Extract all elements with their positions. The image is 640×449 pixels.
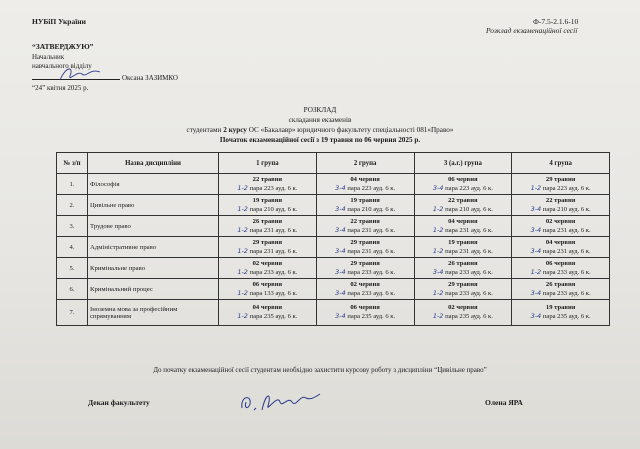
handwritten-pair: 1-2 (530, 267, 542, 276)
session-period: Початок екзаменаційної сесії з 19 травня по 06 червня 2025 р. (219, 136, 421, 144)
exam-slot-group-3 (414, 279, 512, 300)
dean-name: Олена ЯРА (485, 398, 523, 407)
handwritten-pair: 1-2 (432, 204, 444, 213)
exam-slot-detail (514, 184, 607, 193)
table-row (57, 300, 610, 326)
table-row (57, 216, 610, 237)
exam-room: пара 231 ауд. 6 к. (445, 226, 493, 234)
exam-slot-detail (319, 184, 412, 193)
exam-room: пара 210 ауд. 6 к. (542, 205, 591, 213)
exam-date: 02 червня (545, 217, 576, 225)
exam-date: 02 червня (448, 304, 478, 311)
discipline-name: Адміністративне право (88, 237, 219, 258)
handwritten-pair: 1-2 (237, 204, 248, 213)
handwritten-pair: 3-4 (530, 312, 542, 320)
exam-date: 22 травня (252, 175, 283, 183)
handwritten-pair: 1-2 (237, 267, 248, 276)
exam-date: 29 травня (350, 238, 380, 246)
exam-room: пара 233 ауд. 6 к. (347, 268, 396, 276)
approval-date: “24” квітня 2025 р. (32, 84, 89, 92)
col-header-num: № з/п (57, 153, 88, 174)
discipline-name: Трудове право (88, 216, 219, 237)
row-number: 4. (57, 237, 88, 258)
exam-room: пара 231 ауд. 6 к. (542, 226, 591, 234)
exam-slot-group-2 (316, 300, 414, 326)
exam-slot-group-1 (219, 216, 317, 237)
handwritten-pair: 1-2 (237, 312, 248, 320)
handwritten-pair: 3-4 (335, 246, 346, 255)
table-header-row (57, 153, 610, 174)
exam-date: 04 червня (252, 304, 283, 311)
exam-slot-detail (417, 268, 510, 277)
exam-slot-detail (417, 312, 510, 321)
exam-room: пара 235 ауд. 6 к. (445, 313, 493, 320)
handwritten-pair: 1-2 (432, 225, 444, 234)
exam-slot-group-2 (316, 279, 414, 300)
exam-slot-group-4 (512, 279, 610, 300)
col-header-group-1: 1 група (219, 153, 317, 174)
doc-title: РОЗКЛАД (303, 106, 337, 114)
exam-slot-group-4 (512, 300, 610, 326)
handwritten-pair: 3-4 (530, 288, 542, 297)
row-number: 3. (57, 216, 88, 237)
exam-slot-group-1 (219, 300, 317, 326)
discipline-name: Кримінальний процес (88, 279, 219, 300)
exam-room: пара 133 ауд. 6 к. (249, 289, 298, 297)
table-row (57, 195, 610, 216)
exam-date: 26 травня (252, 217, 283, 225)
exam-slot-group-4 (512, 237, 610, 258)
col-header-group-2: 2 група (316, 153, 414, 174)
exam-date: 29 травня (350, 259, 380, 267)
exam-date: 22 травня (350, 217, 380, 225)
form-name: Розклад екзаменаційної сесії (486, 26, 578, 35)
org-name: НУБіП України (32, 17, 86, 26)
exam-room: пара 233 ауд. 6 к. (542, 268, 591, 276)
exam-date: 06 червня (350, 304, 380, 311)
exam-slot-group-2 (316, 237, 414, 258)
exam-slot-group-3 (414, 174, 512, 195)
handwritten-pair: 1-2 (237, 246, 248, 255)
exam-slot-detail (417, 205, 510, 214)
exam-date: 04 червня (350, 175, 380, 183)
exam-date: 22 травня (448, 196, 478, 204)
handwritten-pair: 3-4 (335, 267, 346, 276)
exam-room: пара 223 ауд. 6 к. (347, 184, 396, 192)
col-header-discipline: Назва дисципліни (88, 153, 219, 174)
dean-label: Декан факультету (88, 398, 150, 407)
exam-date: 29 травня (252, 238, 283, 246)
exam-slot-detail (514, 312, 607, 321)
exam-slot-group-1 (219, 279, 317, 300)
exam-room: пара 210 ауд. 6 к. (445, 205, 493, 213)
exam-slot-detail (221, 289, 314, 298)
handwritten-pair: 3-4 (335, 312, 346, 320)
handwritten-pair: 1-2 (432, 246, 444, 255)
exam-room: пара 231 ауд. 6 к. (542, 247, 591, 255)
row-number: 6. (57, 279, 88, 300)
exam-slot-group-3 (414, 258, 512, 279)
exam-room: пара 235 ауд. 6 к. (347, 313, 396, 320)
exam-room: пара 233 ауд. 6 к. (347, 289, 396, 297)
exam-slot-detail (417, 184, 510, 193)
col-header-group-3: 3 (а.г.) група (414, 153, 512, 174)
handwritten-pair: 3-4 (530, 204, 542, 213)
discipline-name: Іноземна мова за професійним спрямуванням (88, 300, 219, 326)
exam-date: 22 травня (545, 196, 576, 204)
exam-slot-detail (319, 226, 412, 235)
exam-slot-group-4 (512, 216, 610, 237)
exam-schedule-table (56, 152, 610, 326)
exam-slot-detail (221, 205, 314, 214)
col-header-group-4: 4 група (512, 153, 610, 174)
exam-room: пара 233 ауд. 6 к. (445, 289, 493, 297)
row-number: 1. (57, 174, 88, 195)
exam-room: пара 233 ауд. 6 к. (445, 268, 493, 276)
exam-room: пара 231 ауд. 6 к. (249, 247, 298, 255)
exam-slot-group-4 (512, 258, 610, 279)
handwritten-pair: 3-4 (335, 183, 346, 192)
discipline-name: Філософія (88, 174, 219, 195)
exam-slot-detail (514, 247, 607, 256)
exam-slot-group-1 (219, 174, 317, 195)
row-number: 2. (57, 195, 88, 216)
table-row (57, 174, 610, 195)
exam-slot-detail (319, 312, 412, 321)
exam-slot-detail (221, 184, 314, 193)
exam-slot-detail (417, 289, 510, 298)
exam-date: 19 травня (545, 304, 576, 311)
exam-date: 04 червня (545, 238, 576, 246)
doc-subtitle: складання екзаменів (288, 116, 352, 124)
handwritten-pair: 1-2 (237, 225, 248, 234)
approval-position-line2: навчального відділу (32, 62, 92, 70)
handwritten-pair: 3-4 (530, 225, 542, 234)
dean-signature (238, 388, 324, 414)
exam-slot-group-2 (316, 174, 414, 195)
exam-room: пара 223 ауд. 6 к. (249, 184, 298, 192)
exam-slot-detail (514, 289, 607, 298)
exam-slot-group-2 (316, 258, 414, 279)
approval-label: “ЗАТВЕРДЖУЮ” (32, 42, 94, 51)
handwritten-pair: 1-2 (530, 183, 542, 192)
exam-slot-group-4 (512, 174, 610, 195)
exam-slot-detail (417, 247, 510, 256)
table-row (57, 279, 610, 300)
handwritten-pair: 1-2 (432, 312, 444, 320)
exam-slot-detail (319, 205, 412, 214)
exam-room: пара 233 ауд. 6 к. (542, 289, 591, 297)
exam-slot-detail (319, 247, 412, 256)
exam-room: пара 210 ауд. 6 к. (347, 205, 396, 213)
exam-date: 29 травня (545, 175, 576, 183)
exam-date: 29 травня (448, 280, 478, 288)
form-code: Ф-7.5-2.1.6-10 (533, 17, 579, 26)
handwritten-pair: 1-2 (237, 183, 248, 192)
exam-date: 04 червня (448, 217, 478, 225)
exam-slot-group-4 (512, 195, 610, 216)
exam-date: 26 травня (545, 280, 576, 288)
table-row (57, 258, 610, 279)
approval-signer: Оксана ЗАЗИМКО (122, 74, 178, 82)
exam-slot-detail (221, 247, 314, 256)
exam-date: 19 травня (350, 196, 380, 204)
row-number: 5. (57, 258, 88, 279)
exam-slot-detail (221, 226, 314, 235)
exam-date: 02 червня (252, 259, 283, 267)
exam-slot-group-3 (414, 195, 512, 216)
exam-room: пара 231 ауд. 6 к. (445, 247, 493, 255)
approval-signature (56, 64, 104, 86)
discipline-name: Цивільне право (88, 195, 219, 216)
discipline-name: Кримінальне право (88, 258, 219, 279)
exam-date: 06 червня (252, 280, 283, 288)
row-number: 7. (57, 300, 88, 326)
approval-signature-line (32, 74, 178, 82)
exam-date: 06 червня (545, 259, 576, 267)
handwritten-pair: 1-2 (237, 288, 248, 297)
exam-room: пара 233 ауд. 6 к. (249, 268, 298, 276)
exam-room: пара 235 ауд. 6 к. (542, 313, 591, 320)
coursework-note: До початку екзаменаційної сесії студентам необхідно захистити курсову роботу з дисципліни “Цивільне право” (153, 366, 487, 374)
exam-room: пара 235 ауд. 6 к. (249, 313, 298, 320)
exam-slot-detail (319, 268, 412, 277)
exam-slot-detail (417, 226, 510, 235)
exam-slot-group-1 (219, 258, 317, 279)
exam-slot-group-1 (219, 237, 317, 258)
exam-room: пара 223 ауд. 6 к. (542, 184, 591, 192)
exam-slot-group-2 (316, 195, 414, 216)
doc-audience: студентами 2 курсу ОС «Бакалавр» юридичного факультету спеціальності 081«Право» (186, 126, 454, 134)
exam-date: 06 червня (448, 175, 478, 183)
exam-slot-detail (221, 312, 314, 321)
handwritten-pair: 3-4 (335, 225, 346, 234)
handwritten-pair: 3-4 (432, 267, 444, 276)
handwritten-pair: 3-4 (530, 246, 542, 255)
handwritten-pair: 3-4 (335, 288, 346, 297)
exam-slot-group-3 (414, 216, 512, 237)
exam-slot-group-2 (316, 216, 414, 237)
exam-slot-detail (221, 268, 314, 277)
exam-room: пара 231 ауд. 6 к. (347, 226, 396, 234)
exam-slot-detail (319, 289, 412, 298)
exam-room: пара 231 ауд. 6 к. (249, 226, 298, 234)
exam-room: пара 231 ауд. 6 к. (347, 247, 396, 255)
handwritten-pair: 3-4 (432, 183, 444, 192)
exam-room: пара 210 ауд. 6 к. (249, 205, 298, 213)
exam-slot-detail (514, 268, 607, 277)
exam-slot-group-3 (414, 237, 512, 258)
table-row (57, 237, 610, 258)
exam-slot-group-1 (219, 195, 317, 216)
exam-date: 19 травня (252, 196, 283, 204)
exam-slot-detail (514, 205, 607, 214)
exam-date: 02 червня (350, 280, 380, 288)
handwritten-pair: 1-2 (432, 288, 444, 297)
handwritten-pair: 3-4 (335, 204, 346, 213)
exam-date: 26 травня (448, 259, 478, 267)
approval-position-line1: Начальник (32, 53, 65, 61)
exam-slot-detail (514, 226, 607, 235)
exam-date: 19 травня (448, 238, 478, 246)
exam-room: пара 223 ауд. 6 к. (445, 184, 493, 192)
exam-slot-group-3 (414, 300, 512, 326)
